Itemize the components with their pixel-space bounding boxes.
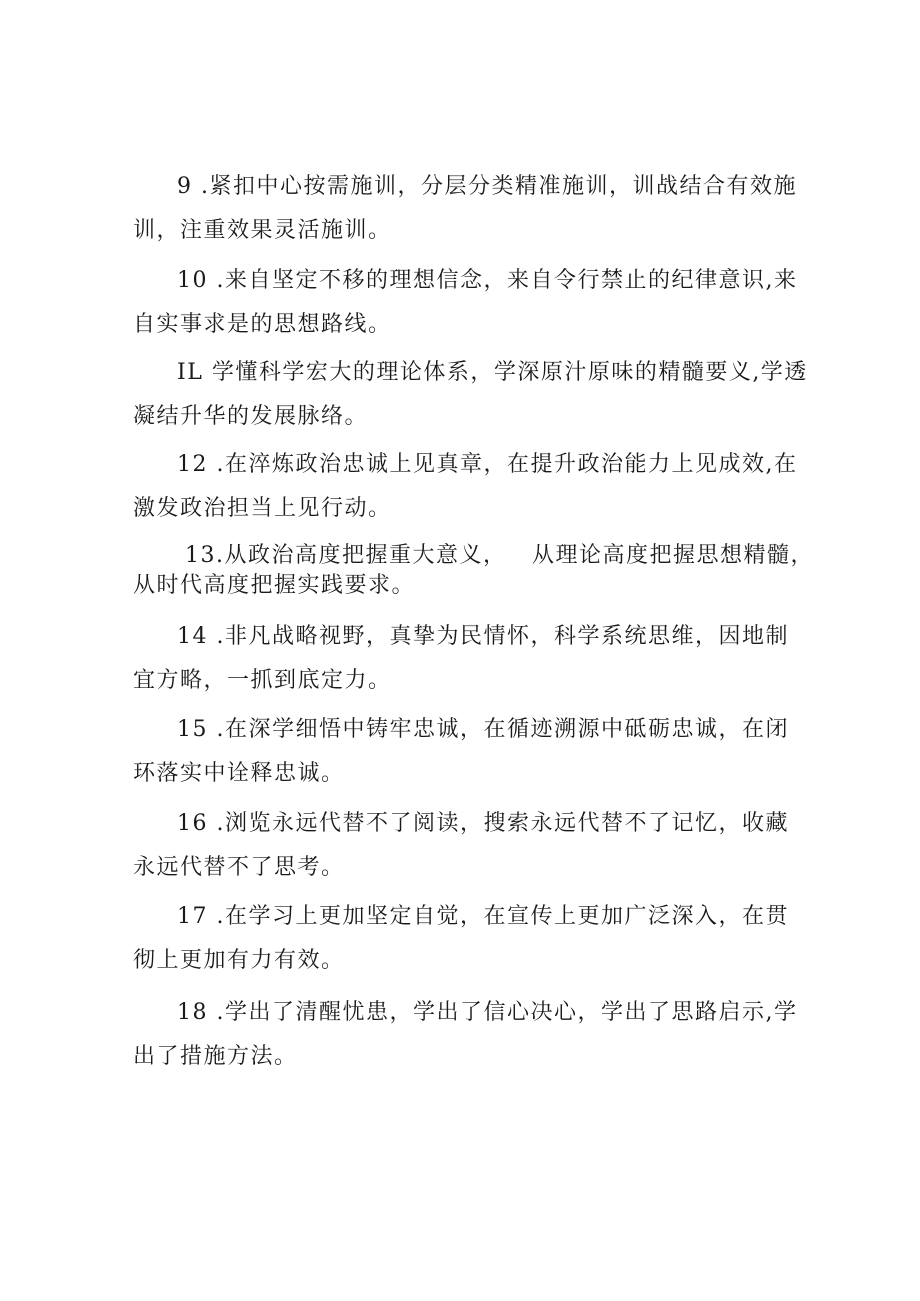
item-number: 9 xyxy=(177,174,193,199)
item-number: 10 xyxy=(177,268,208,293)
item-separator: . xyxy=(208,1000,225,1025)
item-text: 学懂科学宏大的理论体系，学深原汁原味的精髓要义,学透 xyxy=(211,360,808,385)
item-text: 紧扣中心按需施训，分层分类精准施训，训战结合有效施 xyxy=(209,174,798,199)
item-text-continued: 彻上更加有力有效。 xyxy=(133,948,345,973)
item-separator: . xyxy=(192,174,210,199)
item-number: 14 xyxy=(177,624,208,649)
item-number: 13 xyxy=(185,543,216,568)
item-number: 16 xyxy=(177,811,208,836)
item-separator: . xyxy=(208,904,225,929)
list-item xyxy=(133,991,813,1079)
item-text-continued: 训，注重效果灵活施训。 xyxy=(133,218,392,243)
item-number: 17 xyxy=(177,904,208,929)
list-item xyxy=(133,443,813,531)
item-separator: . xyxy=(208,624,225,649)
list-item xyxy=(133,351,813,439)
item-text: 从政治高度把握重大意义， 从理论高度把握思想精髓， xyxy=(224,543,814,568)
list-item xyxy=(133,259,813,347)
list-item xyxy=(133,895,813,983)
list-item xyxy=(133,165,813,253)
item-separator xyxy=(203,360,212,385)
item-text-continued: 从时代高度把握实践要求。 xyxy=(133,573,416,598)
item-separator: . xyxy=(208,268,225,293)
item-separator: . xyxy=(208,717,225,742)
list-item xyxy=(133,615,813,703)
item-text-continued: 宜方略，一抓到底定力。 xyxy=(133,668,392,693)
list-item xyxy=(133,708,813,796)
item-text: 学出了清醒忧患，学出了信心决心，学出了思路启示,学 xyxy=(225,1000,798,1025)
item-text: 在深学细悟中铸牢忠诚，在循迹溯源中砥砺忠诚，在闭 xyxy=(225,717,790,742)
item-text: 非凡战略视野，真挚为民情怀，科学系统思维，因地制 xyxy=(225,624,790,649)
item-text: 来自坚定不移的理想信念，来自令行禁止的纪律意识,来 xyxy=(225,268,798,293)
item-text: 浏览永远代替不了阅读，搜索永远代替不了记忆，收藏 xyxy=(225,811,790,836)
item-number: IL xyxy=(177,360,204,385)
list-item xyxy=(133,534,813,608)
item-separator: . xyxy=(216,543,225,568)
item-text: 在淬炼政治忠诚上见真章，在提升政治能力上见成效,在 xyxy=(225,452,798,477)
item-text-continued: 出了措施方法。 xyxy=(133,1044,298,1069)
item-number: 12 xyxy=(177,452,208,477)
item-text-continued: 环落实中诠释忠诚。 xyxy=(133,761,345,786)
item-text-continued: 凝结升华的发展脉络。 xyxy=(133,404,369,429)
item-text: 在学习上更加坚定自觉，在宣传上更加广泛深入，在贯 xyxy=(225,904,790,929)
item-separator: . xyxy=(208,452,225,477)
item-separator: . xyxy=(208,811,225,836)
item-number: 18 xyxy=(177,1000,208,1025)
item-number: 15 xyxy=(177,717,208,742)
list-item xyxy=(133,802,813,890)
item-text-continued: 激发政治担当上见行动。 xyxy=(133,496,392,521)
item-text-continued: 永远代替不了思考。 xyxy=(133,855,345,880)
item-text-continued: 自实事求是的思想路线。 xyxy=(133,312,392,337)
